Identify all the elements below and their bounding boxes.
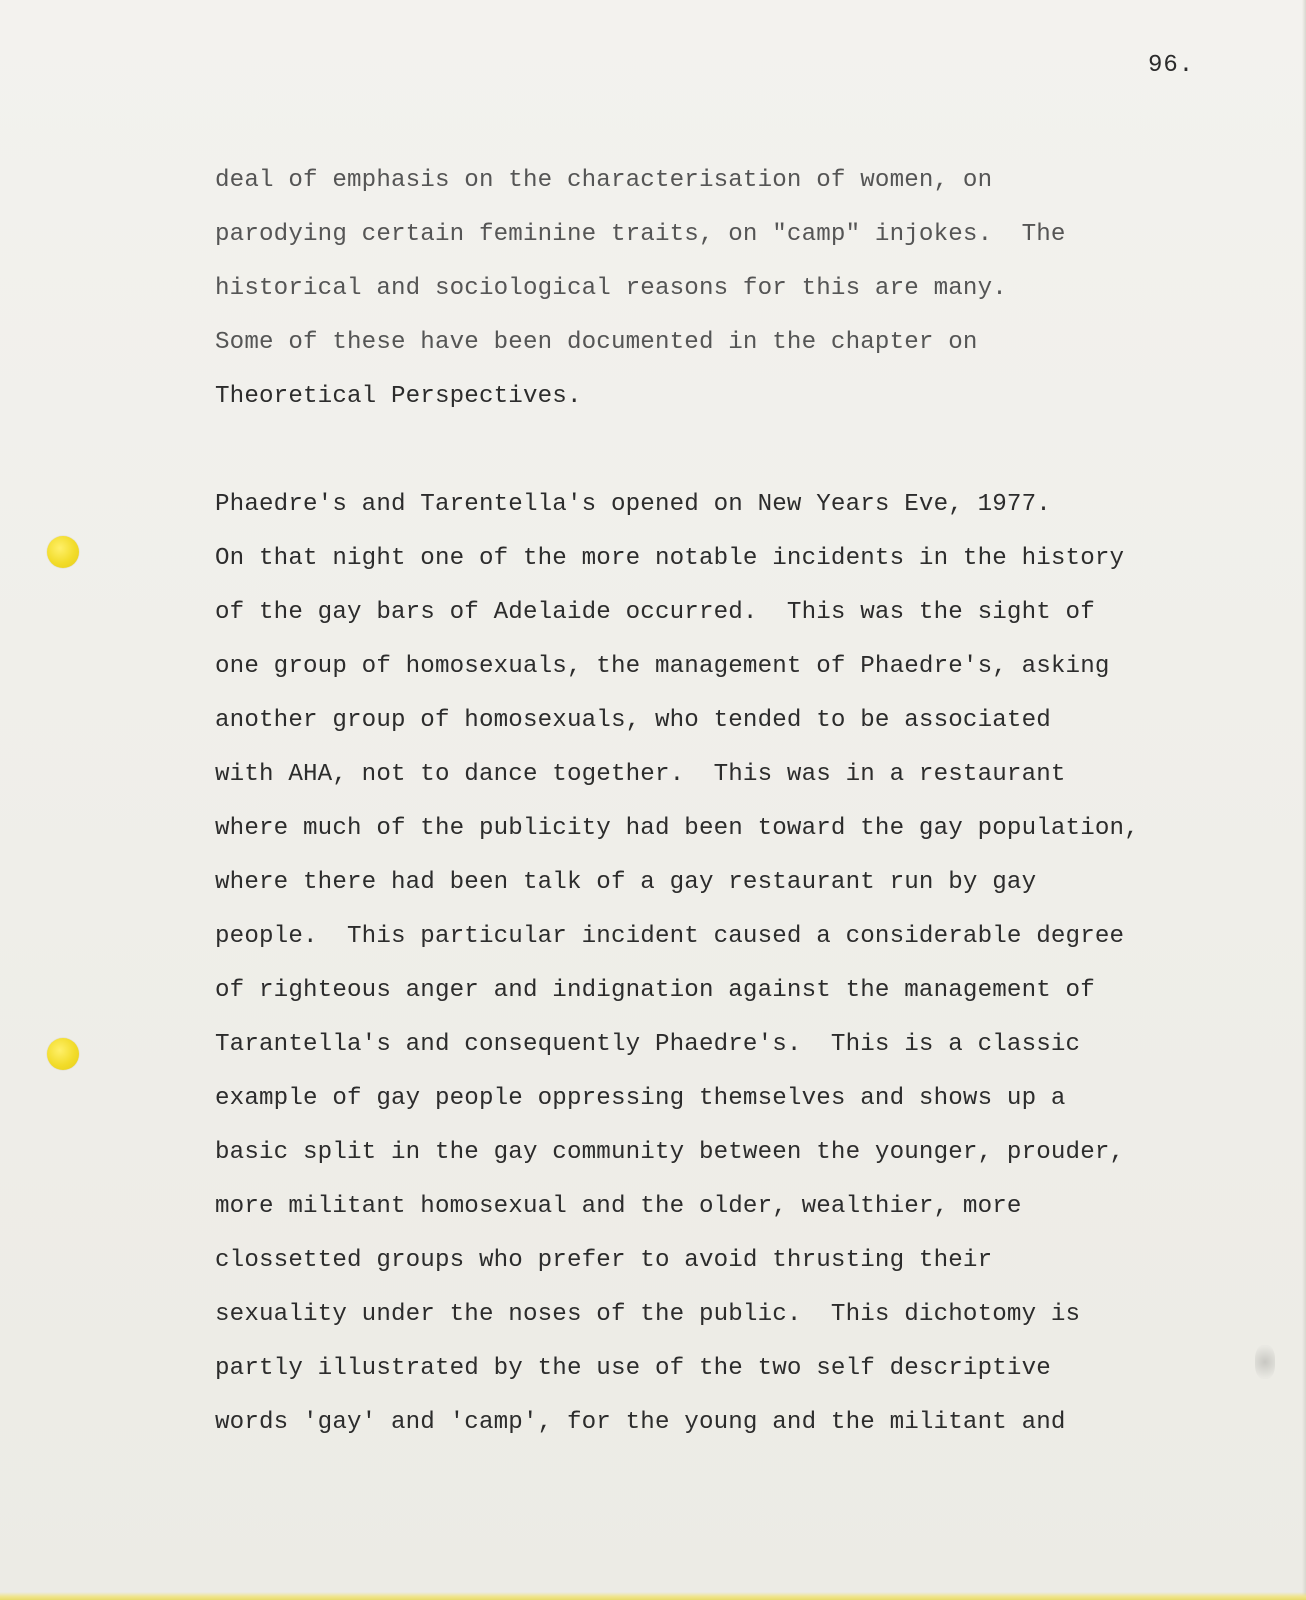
text-line: Some of these have been documented in the chapter on (215, 329, 978, 356)
text-line: where much of the publicity had been toward the gay population, (215, 815, 1139, 842)
text-line: deal of emphasis on the characterisation of women, on (215, 167, 993, 194)
text-line: where there had been talk of a gay restaurant run by gay (215, 869, 1037, 896)
text-line: more militant homosexual and the older, wealthier, more (215, 1193, 1022, 1220)
text-line: people. This particular incident caused a considerable degree (215, 923, 1125, 950)
body-text (215, 154, 1275, 1450)
binder-hole-icon (47, 536, 79, 568)
text-line: words 'gay' and 'camp', for the young and the militant and (215, 1409, 1066, 1436)
text-line: example of gay people oppressing themselves and shows up a (215, 1085, 1066, 1112)
text-line: one group of homosexuals, the management of Phaedre's, asking (215, 653, 1110, 680)
text-line: parodying certain feminine traits, on "camp" injokes. The (215, 221, 1066, 248)
paragraph-gap (215, 424, 1275, 478)
page-number: 96. (1148, 52, 1195, 79)
page-edge-yellow (0, 1592, 1306, 1600)
text-line: clossetted groups who prefer to avoid thrusting their (215, 1247, 993, 1274)
page-edge (1302, 0, 1306, 1600)
text-line: another group of homosexuals, who tended to be associated (215, 707, 1051, 734)
text-line: Phaedre's and Tarentella's opened on New Years Eve, 1977. (215, 491, 1051, 518)
binder-hole-icon (47, 1038, 79, 1070)
text-line: historical and sociological reasons for this are many. (215, 275, 1007, 302)
text-line: Tarantella's and consequently Phaedre's. This is a classic (215, 1031, 1081, 1058)
text-line: of righteous anger and indignation against the management of (215, 977, 1095, 1004)
text-line: basic split in the gay community between the younger, prouder, (215, 1139, 1125, 1166)
text-line: sexuality under the noses of the public. This dichotomy is (215, 1301, 1081, 1328)
text-line: partly illustrated by the use of the two self descriptive (215, 1355, 1051, 1382)
text-line: of the gay bars of Adelaide occurred. This was the sight of (215, 599, 1095, 626)
text-line: Theoretical Perspectives. (215, 383, 582, 410)
text-line: On that night one of the more notable incidents in the history (215, 545, 1125, 572)
text-line: with AHA, not to dance together. This was in a restaurant (215, 761, 1066, 788)
